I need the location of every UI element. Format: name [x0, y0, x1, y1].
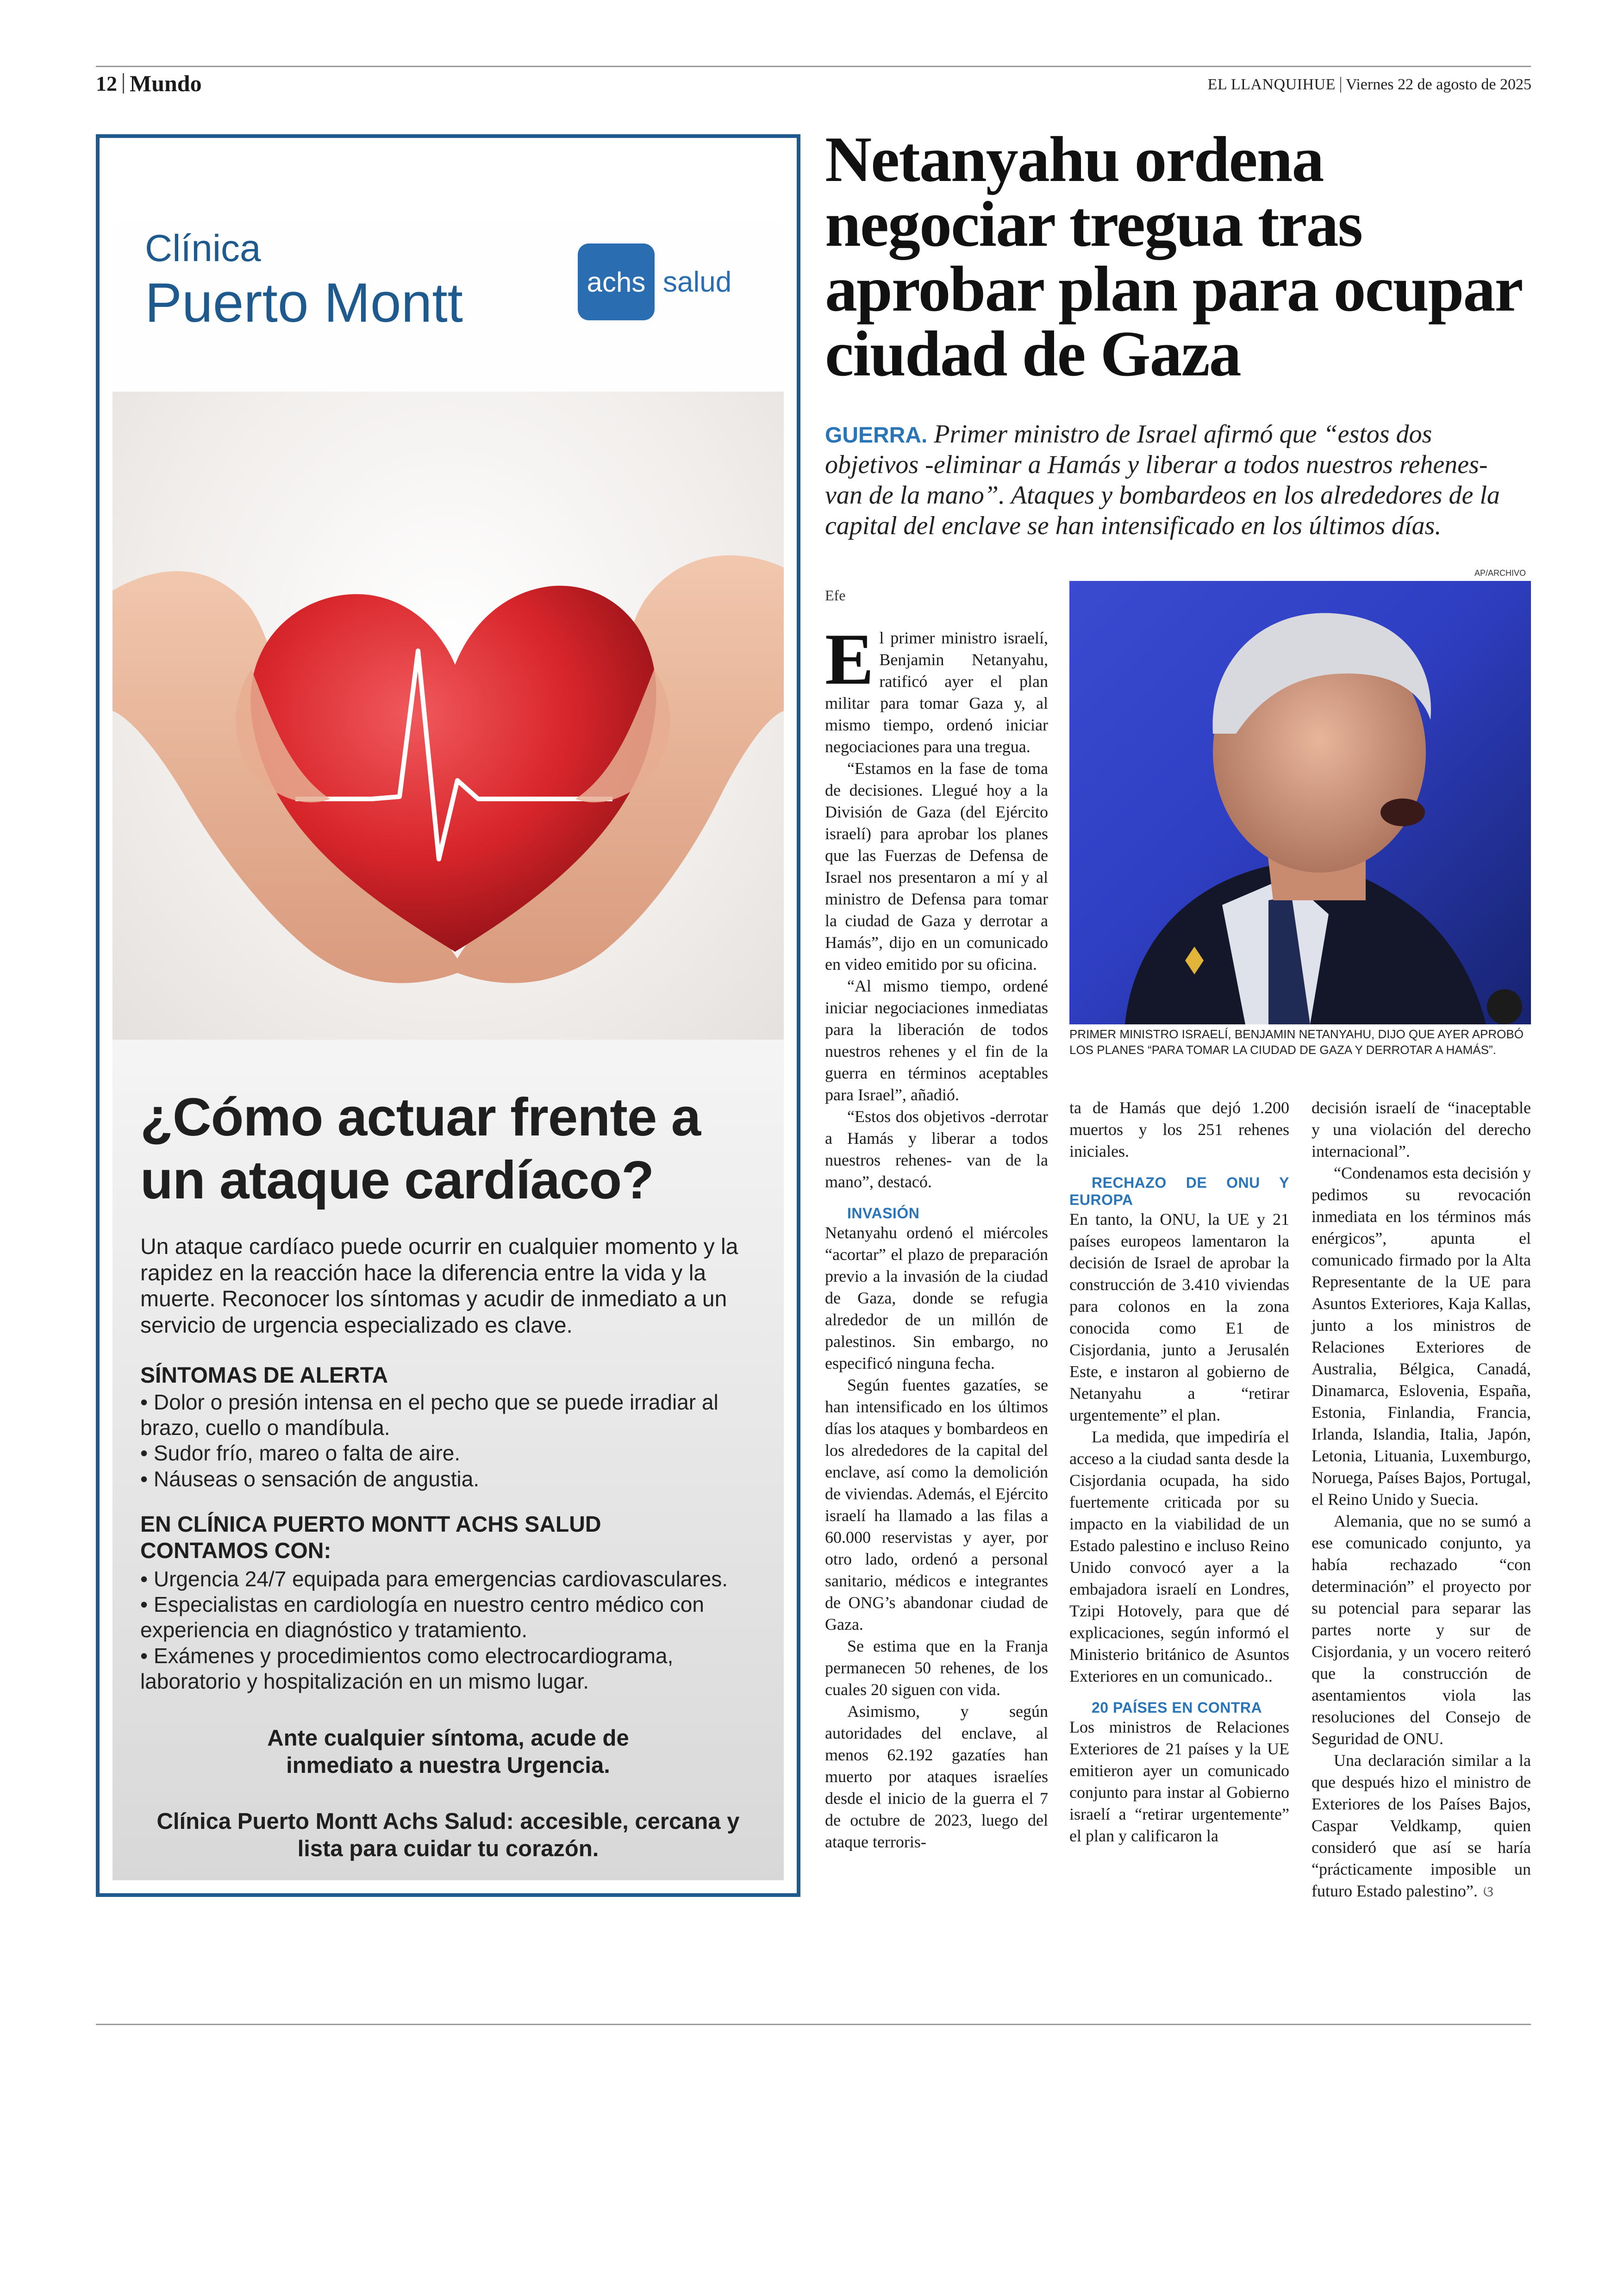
clinic-logo: [145, 227, 463, 334]
article-paragraph: ta de Hamás que dejó 1.200 muertos y los 251 rehenes iniciales.: [1069, 1098, 1289, 1160]
article-column-2: [1069, 1097, 1289, 1847]
article-column-3: [1312, 1097, 1531, 1902]
article-paragraph: [825, 619, 1048, 758]
article-paragraph: decisión israelí de “inaceptable y una violación del derecho internacional”.: [1312, 1098, 1531, 1160]
article-subhead: RECHAZO DE ONU Y EUROPA: [1069, 1174, 1289, 1208]
article-paragraph: Según fuentes gazatíes, se han intensificado en los últimos días los ataques y bombardeos en los alrededores de la capital del enclave, así como la demolición de viviendas. Además, el Ejército israelí ha llamado a las filas a 60.000 reservistas y ayer, por otro lado, ordenó a personal sanitario, médicos e integrantes de ONG’s abandonar ciudad de Gaza.: [825, 1376, 1048, 1634]
article-column-1: [825, 619, 1048, 1853]
article-subhead: INVASIÓN: [847, 1205, 920, 1222]
photo-credit: AP/ARCHIVO: [1474, 568, 1526, 578]
publication-date: Viernes 22 de agosto de 2025: [1345, 76, 1531, 93]
clinic-logo-line1: Clínica: [145, 227, 261, 269]
service-item: • Exámenes y procedimientos como electrocardiograma, laboratorio y hospitalización en un mismo lugar.: [140, 1643, 765, 1694]
symptom-item: • Dolor o presión intensa en el pecho que se puede irradiar al brazo, cuello o mandíbula.: [140, 1390, 765, 1441]
ad-body: [112, 151, 784, 1880]
article-summary: Primer ministro de Israel afirmó que “estos dos objetivos -eliminar a Hamás y liberar a todos nuestros rehenes- van de la mano”. Ataques y bombardeos en los alrededores de la capital del enclave se han intensificado en los últimos días.: [825, 420, 1500, 541]
mouth: [1380, 798, 1425, 826]
achs-salud-logo: [578, 243, 731, 320]
paragraph-text: l primer ministro israelí, Benjamin Netanyahu, ratificó ayer el plan militar para tomar Gaza y, al mismo tiempo, ordenó iniciar negociaciones para una tregua.: [825, 629, 1048, 756]
article-paragraph: [1312, 1750, 1531, 1902]
ad-intro: Un ataque cardíaco puede ocurrir en cualquier momento y la rapidez en la reacción hace la diferencia entre la vida y la muerte. Reconocer los síntomas y acudir de inmediato a un servicio de urgencia especializado es clave.: [140, 1235, 738, 1338]
heart-illustration: [112, 392, 784, 1040]
article-paragraph: “Condenamos esta decisión y pedimos su revocación inmediata en los términos más enérgicos”, apunta el comunicado firmado por la Alta Representante de la UE para Asuntos Exteriores, Kaja Kallas, junto a los ministros de Relaciones Exteriores de Australia, Bélgica, Canadá, Dinamarca, Eslovenia, España, Estonia, Finlandia, Francia, Irlanda, Islandia, Italia, Japón, Letonia, Lituania, Luxemburgo, Noruega, Países Bajos, Portugal, el Reino Unido y Suecia.: [1312, 1164, 1531, 1509]
article-paragraph: Netanyahu ordenó el miércoles “acortar” el plazo de preparación previo a la invasión de la ciudad de Gaza, donde se refugia alrededor de un millón de palestinos. Sin embargo, no especificó ninguna fecha.: [825, 1223, 1048, 1372]
service-item: • Urgencia 24/7 equipada para emergencias cardiovasculares.: [140, 1566, 765, 1592]
service-item: • Especialistas en cardiología en nuestro centro médico con experiencia en diagnóstico y tratamiento.: [140, 1592, 765, 1643]
page-header-right: [1208, 73, 1531, 96]
article-paragraph: Asimismo, y según autoridades del enclave, al menos 62.192 gazatíes han muerto por ataques israelíes desde el inicio de la guerra el 7 de octubre de 2023, luego del ataque terroris-: [825, 1702, 1048, 1851]
article-dek: [825, 419, 1531, 541]
page-header-left: [96, 69, 202, 97]
header-divider: [1340, 77, 1341, 93]
achs-logo-word: salud: [663, 266, 732, 298]
photo-caption: PRIMER MINISTRO ISRAELÍ, BENJAMIN NETANYAHU, DIJO QUE AYER APROBÓ LOS PLANES “PARA TOMAR LA CIUDAD DE GAZA Y DERROTAR A HAMÁS”.: [1069, 1027, 1524, 1057]
benjamin-netanyahu-photo: [1069, 581, 1531, 1024]
end-of-article-icon: ଓ: [1483, 1883, 1493, 1900]
article-headline: Netanyahu ordena negociar tregua tras aprobar plan para ocupar ciudad de Gaza: [825, 124, 1522, 390]
ad-call-to-action: Ante cualquier síntoma, acude de inmediato a nuestra Urgencia.: [267, 1726, 629, 1778]
article-paragraph: Alemania, que no se sumó a ese comunicado conjunto, ya había rechazado “con determinación” el proyecto por su potencial para separar las partes norte y sur de Cisjordania, y un vocero reiteró que la construcción de asentamientos viola las resoluciones del Consejo de Seguridad de ONU.: [1312, 1512, 1531, 1748]
article-paragraph: “Al mismo tiempo, ordené iniciar negociaciones inmediatas para la liberación de todos nuestros rehenes y el fin de la guerra en términos aceptables para Israel”, añadió.: [825, 977, 1048, 1104]
symptoms-heading: SÍNTOMAS DE ALERTA: [140, 1363, 388, 1388]
drop-cap: E: [825, 619, 874, 700]
symptom-item: • Sudor frío, mareo o falta de aire.: [140, 1441, 765, 1466]
article-paragraph: “Estos dos objetivos -derrotar a Hamás y liberar a todos nuestros rehenes- van de la mano”, destacó.: [825, 1107, 1048, 1191]
article-subhead: 20 PAÍSES EN CONTRA: [1092, 1699, 1262, 1716]
achs-logo-box: achs: [578, 243, 655, 320]
services-list: [140, 1566, 765, 1694]
top-rule: [96, 66, 1531, 67]
article-paragraph: “Estamos en la fase de toma de decisiones. Llegué hoy a la División de Gaza (del Ejército israelí) para aprobar los planes que las Fuerzas de Defensa de Israel nos presentaron a mí y al ministro de Defensa para tomar la ciudad de Gaza y derrotar a Hamás”, dijo en un comunicado en video emitido por su oficina.: [825, 759, 1048, 973]
clinic-advertisement: [96, 134, 800, 1897]
article-paragraph: Se estima que en la Franja permanecen 50 rehenes, de los cuales 20 siguen con vida.: [825, 1637, 1048, 1699]
microphone: [1487, 989, 1522, 1024]
article-paragraph: La medida, que impediría el acceso a la ciudad santa desde la Cisjordania ocupada, ha sido fuertemente criticada por su impacto en la viabilidad de un Estado palestino e incluso Reino Unido convocó ayer a la embajadora israelí en Londres, Tzipi Hotovely, para que dé explicaciones, según informó el Ministerio británico de Asuntos Exteriores en un comunicado..: [1069, 1428, 1289, 1685]
services-heading: EN CLÍNICA PUERTO MONTT ACHS SALUD CONTAMOS CON:: [140, 1512, 601, 1563]
portrait-illustration: [1069, 581, 1531, 1024]
symptoms-list: [140, 1390, 765, 1492]
ad-headline: ¿Cómo actuar frente a un ataque cardíaco?: [140, 1087, 701, 1210]
section-name: Mundo: [130, 70, 202, 96]
paragraph-text: Una declaración similar a la que después hizo el ministro de Exteriores de los Países Bajos, Caspar Veldkamp, quien consideró que así se haría “prácticamente imposible un futuro Estado palestino”.: [1312, 1751, 1531, 1900]
article-byline: Efe: [825, 587, 846, 604]
hands-holding-heart-photo: [112, 392, 784, 1040]
page-number: 12: [96, 71, 117, 95]
article-paragraph: En tanto, la ONU, la UE y 21 países europeos lamentaron la decisión de Israel de aprobar la construcción de 3.410 viviendas para colonos en la zona conocida como E1 de Cisjordania, junto a Jerusalén Este, e instaron al gobierno de Netanyahu a “retirar urgentemente” el plan.: [1069, 1210, 1289, 1424]
clinic-logo-line2: Puerto Montt: [145, 272, 463, 334]
ad-tagline: Clínica Puerto Montt Achs Salud: accesible, cercana y lista para cuidar tu corazón.: [156, 1809, 740, 1861]
header-divider: [123, 73, 124, 94]
article-paragraph: Los ministros de Relaciones Exteriores de 21 países y la UE emitieron ayer un comunicado conjunto para instar al Gobierno israelí a “retirar urgentemente” el plan y calificaron la: [1069, 1718, 1289, 1845]
symptom-item: • Náuseas o sensación de angustia.: [140, 1466, 765, 1492]
bottom-rule: [96, 2024, 1531, 2025]
article-kicker: GUERRA.: [825, 423, 928, 448]
publication-name: EL LLANQUIHUE: [1207, 76, 1336, 93]
